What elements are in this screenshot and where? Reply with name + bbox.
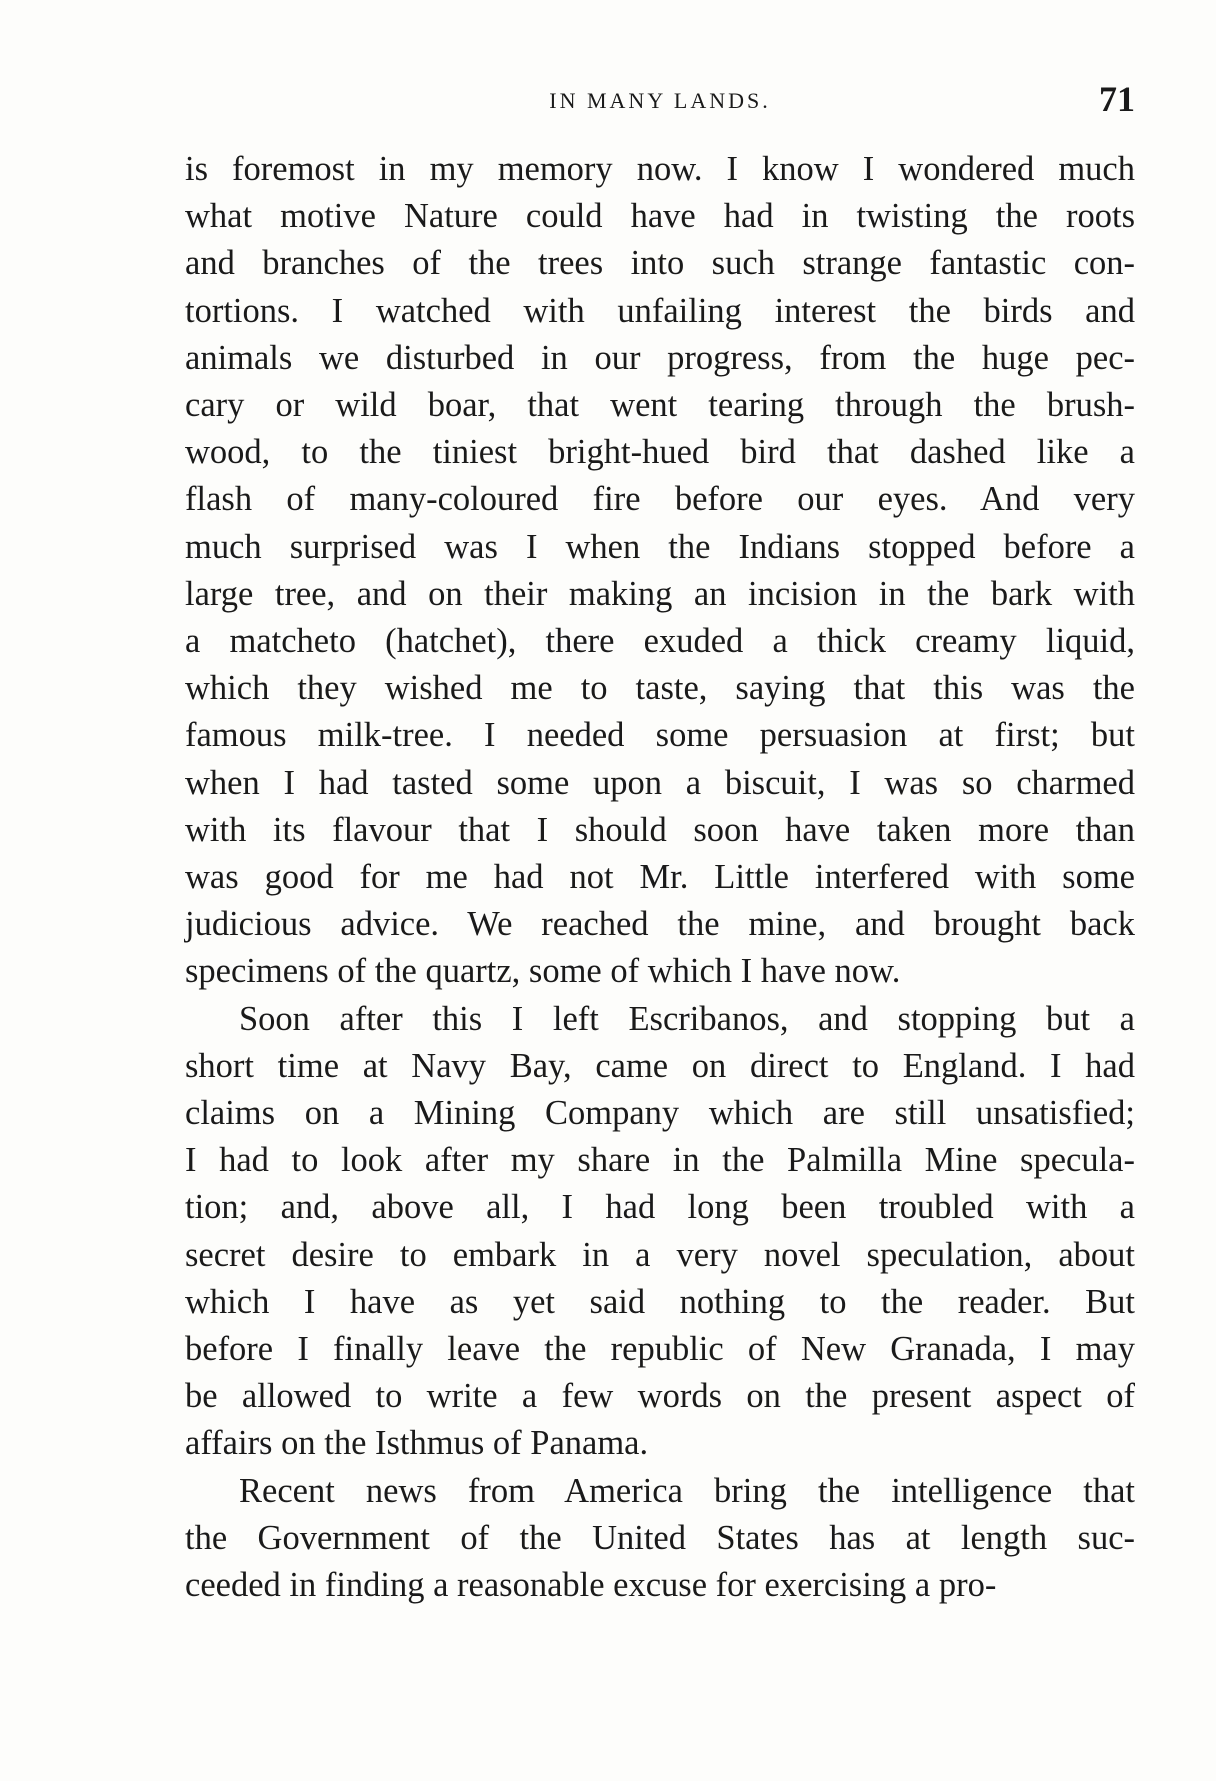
text-line: famous milk-tree. I needed some persuasion at first; but [185,716,1135,755]
text-line: affairs on the Isthmus of Panama. [185,1424,649,1463]
text-line: and branches of the trees into such strange fantastic con- [185,244,1135,283]
text-line: which they wished me to taste, saying that this was the [185,669,1135,708]
text-line: much surprised was I when the Indians stopped before a [185,527,1135,566]
text-line: the Government of the United States has at length suc- [185,1518,1135,1557]
text-line: before I finally leave the republic of New Granada, I may [185,1330,1135,1369]
body-text [185,146,1135,1609]
text-line: be allowed to write a few words on the present aspect of [185,1377,1135,1416]
text-line: large tree, and on their making an incision in the bark with [185,574,1135,613]
text-line: animals we disturbed in our progress, from the huge pec- [185,338,1135,377]
paragraph [185,146,1135,996]
text-line: with its flavour that I should soon have taken more than [185,810,1135,849]
running-head: IN MANY LANDS. [549,88,771,113]
text-line: which I have as yet said nothing to the reader. But [185,1282,1135,1321]
text-line: tortions. I watched with unfailing interest the birds and [185,291,1135,330]
text-line: specimens of the quartz, some of which I have now. [185,952,901,991]
text-line: I had to look after my share in the Palmilla Mine specula- [185,1141,1135,1180]
text-line: tion; and, above all, I had long been troubled with a [185,1188,1135,1227]
page-number: 71 [1099,79,1135,119]
text-line: cary or wild boar, that went tearing through the brush- [185,386,1135,425]
text-line: judicious advice. We reached the mine, and brought back [185,905,1135,944]
text-line: a matcheto (hatchet), there exuded a thick creamy liquid, [185,622,1135,661]
text-line: flash of many-coloured fire before our eyes. And very [185,480,1135,519]
text-line: claims on a Mining Company which are still unsatisfied; [185,1094,1135,1133]
paragraph [185,1468,1135,1610]
paragraph [185,996,1135,1468]
page-header [185,78,1135,126]
book-page [185,78,1135,1609]
text-line: was good for me had not Mr. Little interfered with some [185,858,1135,897]
text-line: short time at Navy Bay, came on direct to England. I had [185,1046,1135,1085]
text-line: wood, to the tiniest bright-hued bird that dashed like a [185,433,1135,472]
text-line: Soon after this I left Escribanos, and stopping but a [239,999,1135,1038]
text-line: what motive Nature could have had in twisting the roots [185,197,1135,236]
text-line: when I had tasted some upon a biscuit, I was so charmed [185,763,1135,802]
text-line: Recent news from America bring the intelligence that [239,1471,1135,1510]
text-line: secret desire to embark in a very novel speculation, about [185,1235,1135,1274]
text-line: ceeded in finding a reasonable excuse for exercising a pro- [185,1566,997,1605]
text-line: is foremost in my memory now. I know I wondered much [185,150,1135,188]
